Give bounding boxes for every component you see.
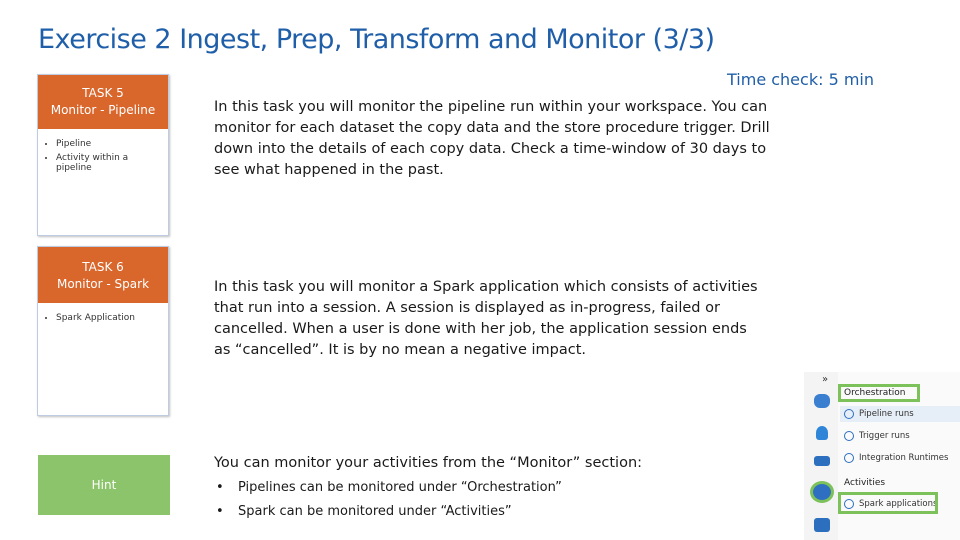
task6-description: In this task you will monitor a Spark application which consists of activities that run into a session. A session is displayed as in-progress, failed or cancelled. When a user is done with her job, the application session ends as “cancelled”. It is by no mean a negative impact.: [214, 279, 758, 358]
menu-item-label: Pipeline runs: [859, 409, 914, 419]
trigger-runs-icon: [844, 431, 854, 441]
bullet-dot: •: [216, 504, 224, 519]
hint-description: You can monitor your activities from the “Monitor” section:: [214, 455, 643, 471]
time-check: Time check: 5 min: [727, 70, 874, 89]
task5-title: Monitor - Pipeline: [50, 103, 156, 117]
task6-header: [38, 247, 168, 303]
hint-box: Hint: [38, 455, 170, 515]
nav-rail: [804, 372, 839, 540]
task5-number: TASK 5: [82, 86, 124, 100]
bullet-text: Spark can be monitored under “Activities”: [238, 504, 512, 519]
menu-item-label: Integration Runtimes: [859, 453, 949, 463]
manage-icon[interactable]: [814, 518, 830, 532]
bullet-dot: •: [216, 480, 224, 495]
menu-item-label: Spark applications: [859, 499, 938, 509]
database-icon[interactable]: [814, 394, 830, 408]
lightbulb-icon[interactable]: [816, 426, 828, 440]
task5-description: In this task you will monitor the pipeline run within your workspace. You can monitor for each dataset the copy data and the store procedure trigger. Drill down into the details of each copy data. Check a time-window of 30 days to see what happened in the past.: [214, 99, 770, 178]
integration-runtimes-item[interactable]: [840, 450, 960, 466]
activities-heading: Activities: [844, 478, 886, 488]
list-item: • Pipeline: [56, 139, 164, 149]
pipeline-icon[interactable]: [814, 456, 830, 466]
list-item: [216, 504, 562, 519]
task5-header: [38, 75, 168, 129]
menu-item-label: Trigger runs: [859, 431, 910, 441]
expand-chevron-icon[interactable]: »: [822, 374, 829, 385]
integration-runtimes-icon: [844, 453, 854, 463]
orchestration-heading: Orchestration: [844, 388, 906, 398]
trigger-runs-item[interactable]: [840, 428, 960, 444]
task6-title: Monitor - Spark: [56, 277, 150, 291]
monitor-icon[interactable]: [813, 484, 831, 500]
monitor-nav-panel: [804, 372, 960, 540]
task5-card: [37, 74, 169, 236]
task6-number: TASK 6: [82, 260, 124, 274]
pipeline-runs-item[interactable]: [840, 406, 960, 422]
list-item: • Activity within a pipeline: [56, 153, 164, 173]
orchestration-highlight: [838, 384, 920, 402]
task6-list: [38, 309, 168, 323]
hint-bullets: [216, 480, 562, 528]
spark-applications-highlight: [838, 492, 938, 514]
task6-card: [37, 246, 169, 416]
pipeline-runs-icon: [844, 409, 854, 419]
list-item: [216, 480, 562, 495]
page-title: Exercise 2 Ingest, Prep, Transform and Monitor (3/3): [38, 24, 715, 55]
nav-menu: [838, 372, 960, 540]
bullet-text: Pipelines can be monitored under “Orchestration”: [238, 480, 562, 495]
task5-list: [38, 135, 168, 173]
list-item: • Spark Application: [56, 313, 164, 323]
